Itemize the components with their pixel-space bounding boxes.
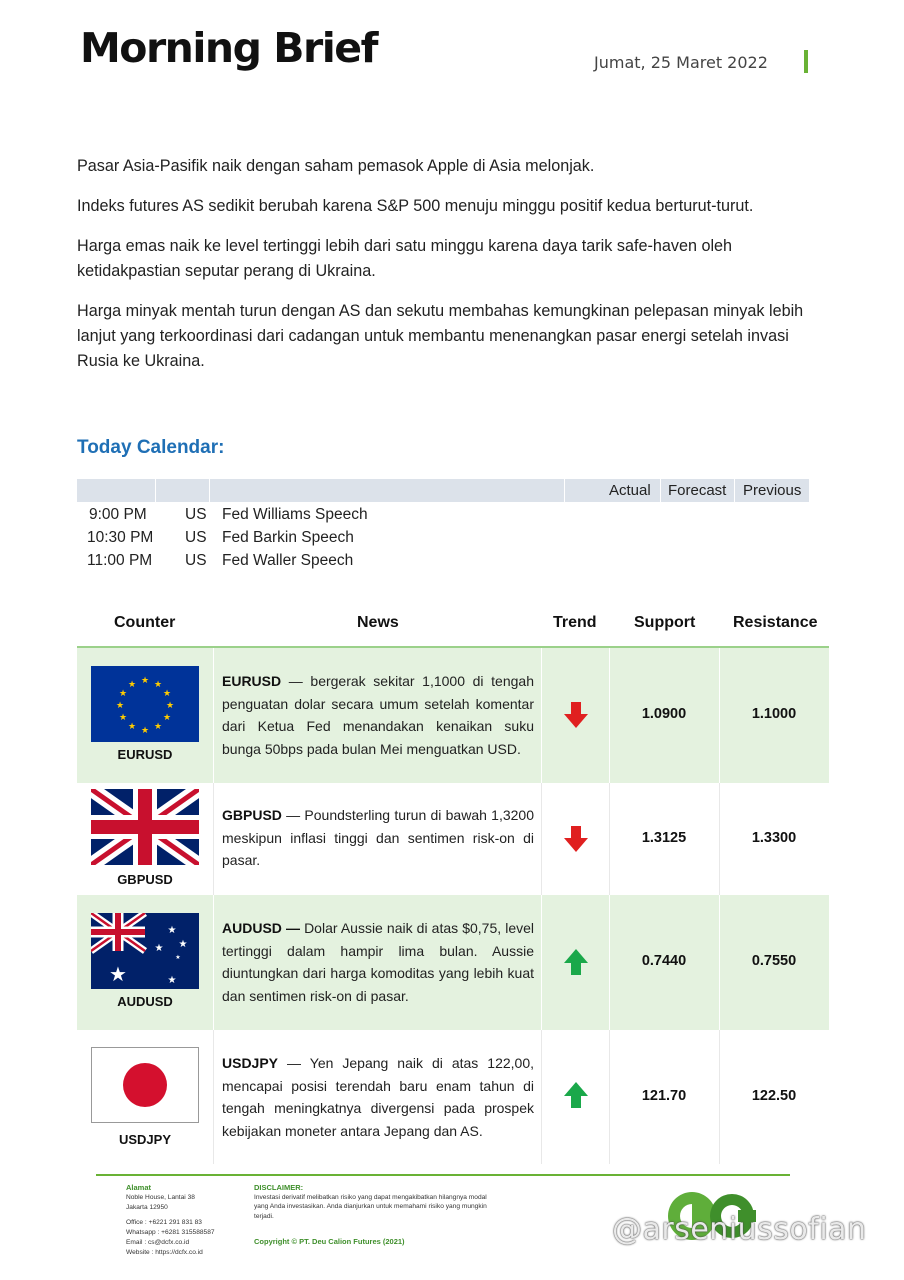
pair-label: EURUSD: [117, 747, 173, 762]
calendar-col-actual: Actual: [609, 482, 651, 499]
svg-text:★: ★: [127, 722, 137, 732]
footer-contact: [126, 1183, 215, 1258]
address-line: Jakarta 12950: [126, 1204, 168, 1211]
address-title: Alamat: [126, 1183, 152, 1192]
footer-divider: [96, 1174, 790, 1176]
table-header-counter: Counter: [114, 614, 176, 631]
support-value: 0.7440: [641, 953, 687, 969]
svg-text:★: ★: [154, 943, 164, 954]
table-row: [77, 648, 829, 783]
table-header-resistance: Resistance: [733, 614, 818, 631]
support-value: 1.3125: [641, 830, 687, 846]
watermark-text: @arseniussofian: [612, 1212, 867, 1247]
pair-label: USDJPY: [118, 1132, 172, 1147]
calendar-event-row: [77, 506, 577, 528]
svg-text:★: ★: [165, 701, 175, 711]
pair-label: AUDUSD: [117, 994, 173, 1009]
resistance-value: 0.7550: [751, 953, 797, 969]
market-brief: [77, 154, 817, 389]
news-text: GBPUSD — Poundsterling turun di bawah 1,3200 meskipun inflasi tinggi dan sentimen risk-on di pasar.: [222, 807, 534, 868]
svg-text:★: ★: [118, 713, 128, 723]
event-time: 9:00 PM: [89, 506, 147, 523]
table-row: [77, 895, 829, 1030]
address-line: Noble House, Lantai 38: [126, 1194, 195, 1201]
report-date: Jumat, 25 Maret 2022: [594, 53, 768, 72]
calendar-event-row: [77, 552, 577, 574]
event-country: US: [185, 552, 207, 569]
svg-text:★: ★: [109, 962, 127, 986]
svg-text:★: ★: [167, 925, 177, 936]
svg-text:★: ★: [153, 722, 163, 732]
resistance-value: 1.1000: [751, 706, 797, 722]
brief-paragraph: Pasar Asia-Pasifik naik dengan saham pemasok Apple di Asia melonjak.: [77, 157, 595, 175]
event-time: 11:00 PM: [87, 552, 153, 569]
trend-up-icon: [564, 949, 588, 975]
whatsapp-number: Whatsapp : +6281 315588587: [126, 1229, 215, 1236]
table-header-news: News: [357, 614, 399, 631]
japan-flag-icon: [91, 1047, 199, 1123]
footer-disclaimer: [254, 1183, 490, 1221]
australia-flag-icon: [91, 913, 199, 989]
svg-text:★: ★: [140, 676, 150, 686]
svg-text:★: ★: [118, 689, 128, 699]
event-country: US: [185, 529, 207, 546]
brief-paragraph: Indeks futures AS sedikit berubah karena S&P 500 menuju minggu positif kedua berturut-turut.: [77, 197, 754, 215]
svg-text:★: ★: [175, 954, 181, 961]
svg-text:★: ★: [162, 689, 172, 699]
disclaimer-text: Investasi derivatif melibatkan risiko yang dapat mengakibatkan hilangnya modal yang Anda investasikan. Anda dianjurkan untuk memahami risiko yang mungkin terjadi.: [254, 1193, 487, 1220]
svg-text:★: ★: [153, 680, 163, 690]
email-link[interactable]: Email : cs@dcfx.co.id: [126, 1239, 190, 1246]
uk-flag-icon: [91, 789, 199, 865]
svg-text:★: ★: [178, 939, 188, 950]
svg-text:★: ★: [167, 975, 177, 986]
trend-down-icon: [564, 826, 588, 852]
resistance-value: 122.50: [751, 1088, 797, 1104]
table-header-trend: Trend: [553, 614, 597, 631]
table-row: [77, 1030, 829, 1164]
calendar-event-row: [77, 529, 577, 551]
website-link[interactable]: Website : https://dcfx.co.id: [126, 1249, 203, 1256]
office-phone: Office : +6221 291 831 83: [126, 1219, 202, 1226]
news-text: EURUSD — bergerak sekitar 1,1000 di tengah penguatan dolar secara umum setelah komentar dari Ketua Fed menandakan kenaikan suku bunga 50bps pada bulan Mei menguatkan USD.: [222, 673, 534, 757]
event-name: Fed Williams Speech: [222, 506, 368, 523]
event-name: Fed Barkin Speech: [222, 529, 354, 546]
resistance-value: 1.3300: [751, 830, 797, 846]
brief-paragraph: Harga minyak mentah turun dengan AS dan sekutu membahas kemungkinan pelepasan minyak lebih lanjut yang terkoordinasi dari cadangan untuk membantu menenangkan pasar energi setelah invasi Rusia ke Ukraina.: [77, 302, 804, 370]
eu-flag-icon: [91, 666, 199, 742]
calendar-header: [77, 479, 809, 502]
support-value: 121.70: [641, 1088, 687, 1104]
brand-title: Morning Brief: [80, 24, 377, 72]
calendar-col-previous: Previous: [743, 482, 802, 499]
svg-text:★: ★: [115, 701, 125, 711]
event-time: 10:30 PM: [87, 529, 154, 546]
date-accent-bar: [804, 50, 808, 73]
svg-text:★: ★: [127, 680, 137, 690]
support-value: 1.0900: [641, 706, 687, 722]
pair-label: GBPUSD: [117, 872, 173, 887]
copyright-text: Copyright © PT. Deu Calion Futures (2021): [254, 1237, 405, 1246]
brief-paragraph: Harga emas naik ke level tertinggi lebih dari satu minggu karena daya tarik safe-haven oleh ketidakpastian seputar perang di Ukraina.: [77, 237, 733, 280]
trend-down-icon: [564, 702, 588, 728]
table-header-support: Support: [634, 614, 696, 631]
trend-up-icon: [564, 1082, 588, 1108]
table-row: [77, 783, 829, 895]
calendar-title: Today Calendar:: [77, 437, 225, 458]
event-name: Fed Waller Speech: [222, 552, 354, 569]
event-country: US: [185, 506, 207, 523]
svg-text:★: ★: [140, 726, 150, 736]
svg-text:★: ★: [162, 713, 172, 723]
news-text: USDJPY — Yen Jepang naik di atas 122,00, mencapai posisi terendah baru enam tahun di tengah meningkatnya divergensi pada prospek kebijakan moneter antara Jepang dan AS.: [222, 1055, 534, 1139]
disclaimer-title: DISCLAIMER:: [254, 1183, 304, 1192]
calendar-col-forecast: Forecast: [668, 482, 727, 499]
news-text: AUDUSD — Dolar Aussie naik di atas $0,75, level tertinggi dalam hampir lima bulan. Aussie diuntungkan dari harga komoditas yang lebih kuat dan sentimen risk-on di pasar.: [222, 920, 534, 1004]
